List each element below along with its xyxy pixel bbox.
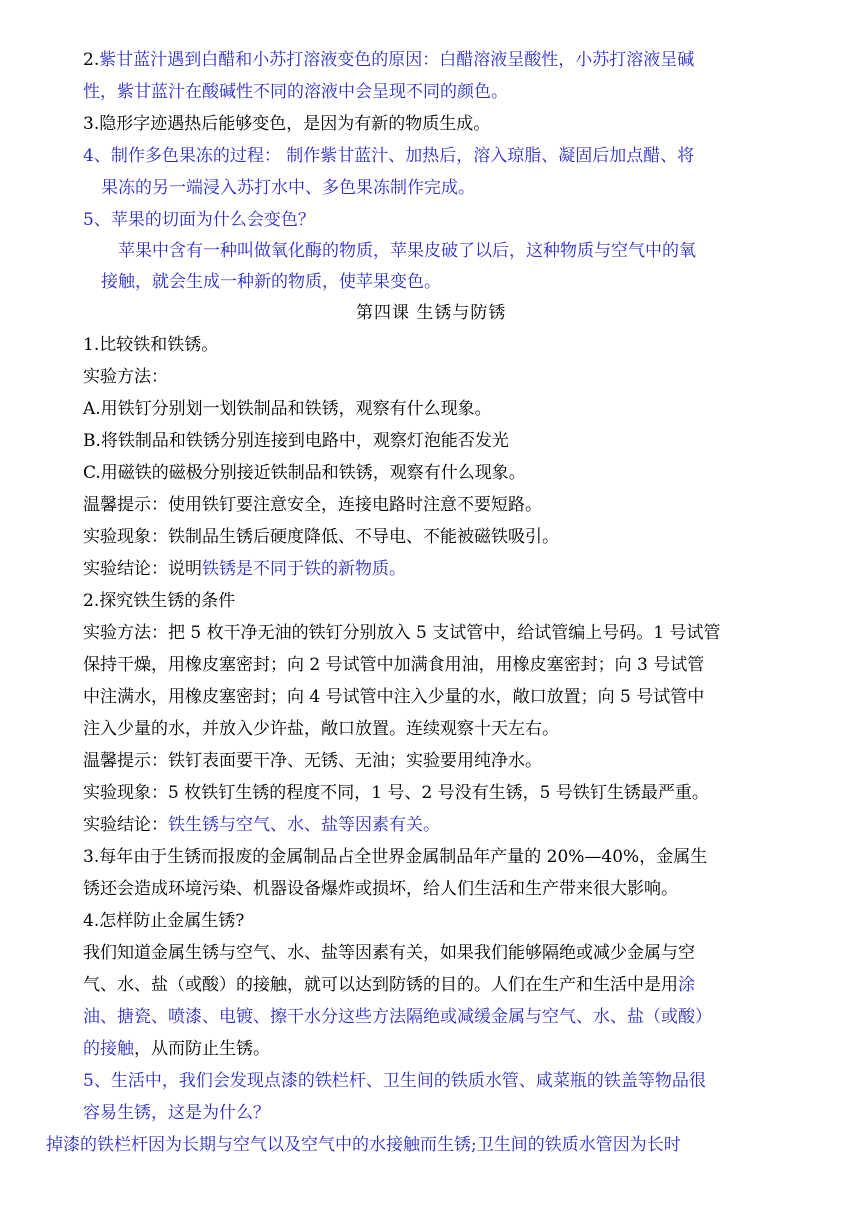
method-text: 注入少量的水，并放入少许盐，敞口放置。连续观察十天左右。 (83, 719, 559, 739)
paragraph-text: 气、水、盐（或酸）的接触，就可以达到防锈的目的。人们在生产和生活中是用 (83, 975, 678, 995)
paragraph-line: 锈还会造成环境污染、机器设备爆炸或损坏，给人们生活和生产带来很大影响。 (83, 879, 678, 899)
paragraph-line (83, 974, 695, 996)
method-step-c: C.用磁铁的磁极分别接近铁制品和铁锈，观察有什么现象。 (83, 463, 526, 483)
question-heading: 5、生活中，我们会发现点漆的铁栏杆、卫生间的铁质水管、咸菜瓶的铁盖等物品很 (83, 1071, 706, 1091)
tip-text: 温馨提示：使用铁钉要注意安全，连接电路时注意不要短路。 (83, 495, 542, 515)
method-text: 实验方法：把 5 枚干净无油的铁钉分别放入 5 支试管中，给试管编上号码。1 号试管 (83, 623, 721, 643)
section-heading: 2.探究铁生锈的条件 (83, 591, 236, 611)
conclusion-label: 实验结论： (83, 815, 168, 835)
answer-text: 掉漆的铁栏杆因为长期与空气以及空气中的水接触而生锈;卫生间的铁质水管因为长时 (46, 1135, 681, 1155)
paragraph-line: 我们知道金属生锈与空气、水、盐等因素有关，如果我们能够隔绝或减少金属与空 (83, 943, 695, 963)
paragraph-line (83, 49, 694, 71)
question-heading: 容易生锈，这是为什么？ (83, 1103, 270, 1123)
conclusion-label: 实验结论：说明 (83, 559, 202, 579)
answer-text: 苹果中含有一种叫做氧化酶的物质，苹果皮破了以后，这种物质与空气中的氧 (118, 241, 696, 261)
phenomenon-text: 实验现象：5 枚铁钉生锈的程度不同，1 号、2 号没有生锈，5 号铁钉生锈最严重。 (83, 783, 709, 803)
method-text: 保持干燥，用橡皮塞密封；向 2 号试管中加满食用油，用橡皮塞密封；向 3 号试管 (83, 655, 705, 675)
answer-text: 紫甘蓝汁遇到白醋和小苏打溶液变色的原因：白醋溶液呈酸性，小苏打溶液呈碱 (99, 50, 695, 70)
paragraph-line: 3.每年由于生锈而报废的金属制品占全世界金属制品年产量的 20%—40%，金属生 (83, 847, 708, 867)
conclusion-text: 铁锈是不同于铁的新物质。 (202, 559, 406, 579)
answer-text: 的接触 (83, 1039, 134, 1059)
method-step-a: A.用铁钉分别划一划铁制品和铁锈，观察有什么现象。 (83, 399, 492, 419)
paragraph-line: 果冻的另一端浸入苏打水中、多色果冻制作完成。 (101, 178, 475, 198)
conclusion-text: 铁生锈与空气、水、盐等因素有关。 (168, 815, 440, 835)
question-heading: 5、苹果的切面为什么会变色？ (83, 210, 315, 230)
paragraph-text: ，从而防止生锈。 (134, 1039, 270, 1059)
lesson-title: 第四课 生锈与防锈 (356, 303, 507, 323)
answer-text: 涂 (678, 975, 695, 995)
paragraph-line: 4、制作多色果冻的过程： 制作紫甘蓝汁、加热后，溶入琼脂、凝固后加点醋、将 (83, 146, 695, 166)
conclusion-line (83, 814, 440, 836)
paragraph-line: 3.隐形字迹遇热后能够变色，是因为有新的物质生成。 (83, 114, 491, 134)
phenomenon-text: 实验现象：铁制品生锈后硬度降低、不导电、不能被磁铁吸引。 (83, 527, 559, 547)
answer-text: 性，紫甘蓝汁在酸碱性不同的溶液中会呈现不同的颜色。 (83, 82, 508, 102)
tip-text: 温馨提示：铁钉表面要干净、无锈、无油；实验要用纯净水。 (83, 751, 542, 771)
section-heading: 4.怎样防止金属生锈? (83, 911, 245, 931)
method-text: 中注满水，用橡皮塞密封；向 4 号试管中注入少量的水，敞口放置；向 5 号试管中 (83, 687, 705, 707)
section-heading: 1.比较铁和铁锈。 (83, 335, 219, 355)
method-label: 实验方法： (83, 367, 168, 387)
conclusion-line (83, 558, 406, 580)
item-number: 2. (83, 50, 100, 70)
answer-text: 油、搪瓷、喷漆、电镀、擦干水分这些方法隔绝或减缓金属与空气、水、盐（或酸） (83, 1007, 712, 1027)
method-step-b: B.将铁制品和铁锈分别连接到电路中，观察灯泡能否发光 (83, 431, 509, 451)
paragraph-line (83, 1038, 270, 1060)
answer-text: 接触，就会生成一种新的物质，使苹果变色。 (101, 272, 441, 292)
